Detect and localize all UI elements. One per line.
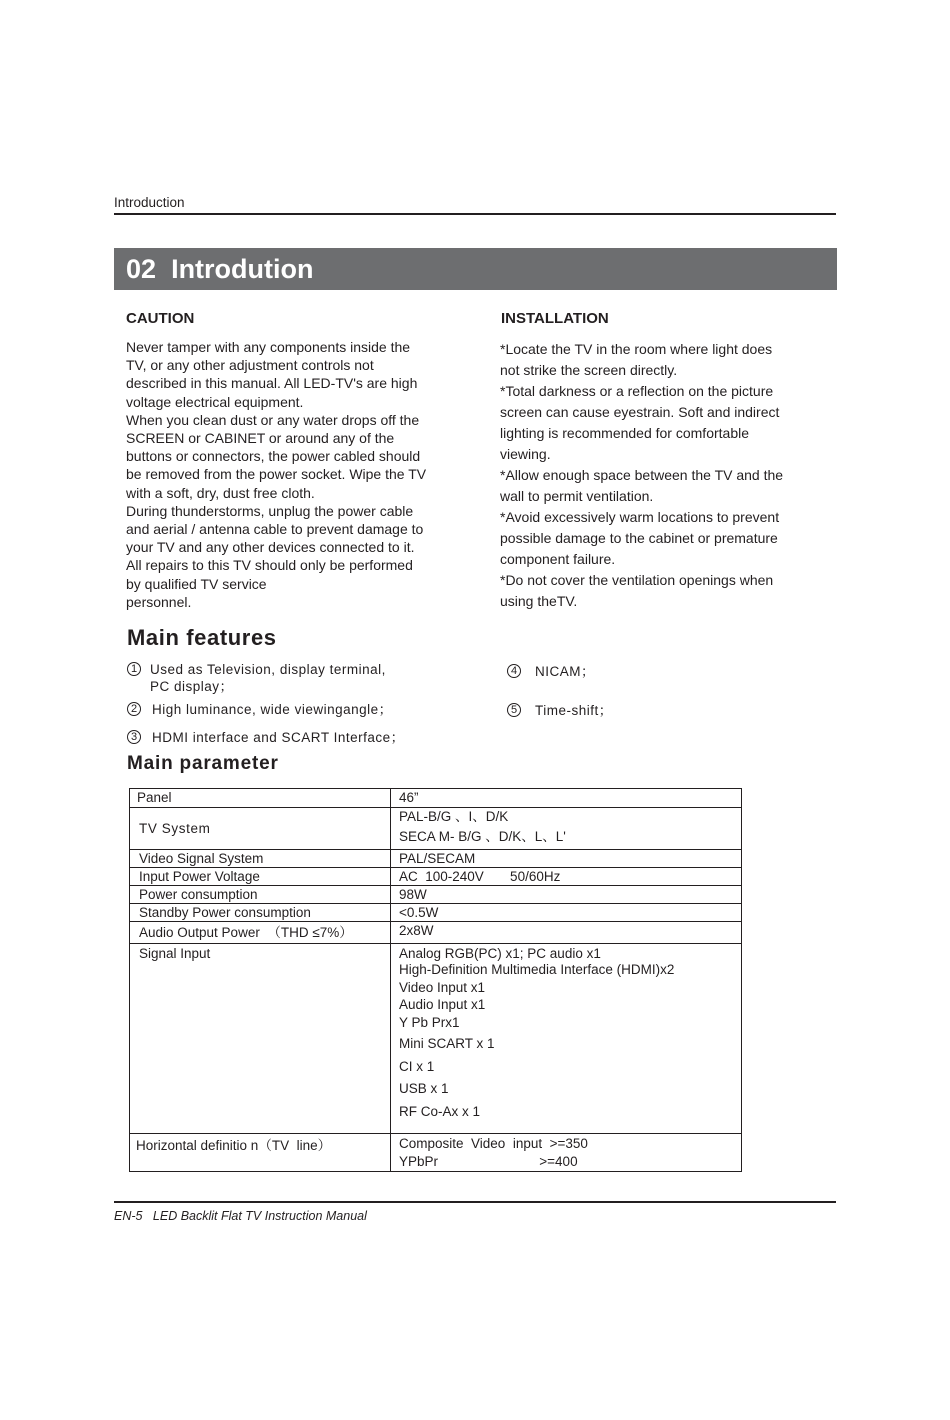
table-row: [130, 944, 742, 1134]
param-value: SECA M- B/G 、D/K、L、L': [399, 829, 566, 844]
header-rule: [114, 213, 836, 215]
page-number: EN-5: [114, 1209, 143, 1223]
caution-line: buttons or connectors, the power cabled should: [126, 448, 421, 465]
param-label: Video Signal System: [130, 850, 391, 868]
caution-line: When you clean dust or any water drops off the: [126, 411, 420, 428]
table-row: [130, 886, 742, 904]
param-value: AC 100-240V 50/60Hz: [391, 868, 742, 886]
param-label: Panel: [130, 789, 391, 808]
caution-line: and aerial / antenna cable to prevent damage to: [126, 521, 424, 538]
caution-line: TV, or any other adjustment controls not: [126, 357, 374, 374]
main-features-heading: Main features: [127, 625, 277, 650]
param-value: PAL/SECAM: [391, 850, 742, 868]
installation-line: wall to permit ventilation.: [500, 488, 654, 504]
table-row: [130, 808, 742, 850]
table-row: [130, 904, 742, 922]
installation-line: *Do not cover the ventilation openings when: [500, 572, 774, 588]
caution-line: voltage electrical equipment.: [126, 393, 304, 410]
circled-number-icon: 3: [127, 730, 141, 744]
param-value: 98W: [391, 886, 742, 904]
installation-line: not strike the screen directly.: [500, 362, 678, 378]
table-row: [130, 1134, 742, 1172]
caution-line: your TV and any other devices connected to it.: [126, 539, 415, 556]
installation-line: screen can cause eyestrain. Soft and indirect: [500, 404, 780, 420]
installation-line: lighting is recommended for comfortable: [500, 425, 750, 441]
param-value: Y Pb Prx1: [399, 1015, 460, 1030]
feature-item: [507, 663, 707, 681]
chapter-title: Introdution: [171, 254, 314, 284]
param-value: Video Input x1: [399, 980, 486, 995]
feature-item: [127, 729, 437, 747]
param-value: RF Co-Ax x 1: [399, 1104, 481, 1119]
circled-number-icon: 5: [507, 703, 521, 717]
table-row: [130, 868, 742, 886]
param-value: 2x8W: [391, 922, 742, 944]
circled-number-icon: 2: [127, 702, 141, 716]
installation-line: using theTV.: [500, 593, 578, 609]
installation-line: *Total darkness or a reflection on the picture: [500, 383, 774, 399]
installation-text: [500, 339, 800, 612]
circled-number-icon: 4: [507, 664, 521, 678]
feature-text-continued: PC display；: [150, 679, 234, 694]
param-value: CI x 1: [399, 1059, 435, 1074]
caution-line: SCREEN or CABINET or around any of the: [126, 430, 395, 447]
caution-line: with a soft, dry, dust free cloth.: [126, 484, 315, 501]
caution-line: personnel.: [126, 593, 192, 610]
feature-item: [507, 702, 707, 720]
installation-line: viewing.: [500, 446, 551, 462]
param-value: Analog RGB(PC) x1; PC audio x1: [399, 946, 601, 961]
chapter-banner: [114, 248, 837, 290]
param-label: Power consumption: [130, 886, 391, 904]
param-value-cell: [391, 808, 742, 850]
param-value: Mini SCART x 1: [399, 1036, 495, 1051]
caution-line: All repairs to this TV should only be performed: [126, 557, 413, 574]
caution-line: described in this manual. All LED-TV's are high: [126, 375, 418, 392]
installation-heading: INSTALLATION: [501, 310, 609, 327]
param-value: USB x 1: [399, 1081, 449, 1096]
table-row: [130, 850, 742, 868]
param-value: Audio Input x1: [399, 997, 486, 1012]
installation-line: possible damage to the cabinet or premature: [500, 530, 778, 546]
page-footer: [114, 1209, 367, 1223]
param-value: High-Definition Multimedia Interface (HDMI)x2: [399, 962, 675, 977]
param-value-cell: [391, 1134, 742, 1172]
caution-heading: CAUTION: [126, 310, 195, 327]
circled-number-icon: 1: [127, 662, 141, 676]
caution-line: by qualified TV service: [126, 575, 267, 592]
parameter-table: [129, 788, 742, 1172]
installation-line: *Locate the TV in the room where light does: [500, 341, 773, 357]
manual-title: LED Backlit Flat TV Instruction Manual: [152, 1209, 367, 1223]
chapter-number: 02: [126, 254, 157, 284]
param-value: 46”: [391, 789, 742, 808]
installation-line: *Allow enough space between the TV and the: [500, 467, 784, 483]
feature-item: [127, 701, 427, 719]
table-row: [130, 922, 742, 944]
feature-text: Time-shift；: [535, 703, 613, 718]
param-label: Input Power Voltage: [130, 868, 391, 886]
param-value: YPbPr >=400: [399, 1154, 578, 1169]
table-row: [130, 789, 742, 808]
param-label: Standby Power consumption: [130, 904, 391, 922]
param-value: PAL-B/G 、I、D/K: [399, 809, 509, 824]
caution-line: be removed from the power socket. Wipe the TV: [126, 466, 427, 483]
feature-text: High luminance, wide viewingangle；: [152, 702, 393, 717]
param-label: Signal Input: [130, 944, 391, 1134]
footer-rule: [114, 1201, 836, 1203]
param-value-cell: [391, 944, 742, 1134]
installation-line: component failure.: [500, 551, 616, 567]
feature-text: NICAM；: [535, 664, 595, 679]
caution-line: Never tamper with any components inside the: [126, 339, 411, 355]
param-value: Composite Video input >=350: [399, 1136, 588, 1151]
param-label: Audio Output Power （THD ≤7%）: [130, 922, 391, 944]
installation-line: *Avoid excessively warm locations to prevent: [500, 509, 780, 525]
param-value: <0.5W: [391, 904, 742, 922]
running-head: Introduction: [114, 195, 185, 210]
main-parameter-heading: Main parameter: [127, 753, 279, 774]
caution-text: [126, 338, 438, 611]
param-label: Horizontal definitio n（TV line）: [130, 1134, 391, 1172]
caution-line: During thunderstorms, unplug the power cable: [126, 502, 414, 519]
feature-text: HDMI interface and SCART Interface；: [152, 730, 405, 745]
feature-text: Used as Television, display terminal,: [150, 662, 386, 677]
feature-item: [127, 661, 427, 697]
param-label: TV System: [130, 808, 391, 850]
